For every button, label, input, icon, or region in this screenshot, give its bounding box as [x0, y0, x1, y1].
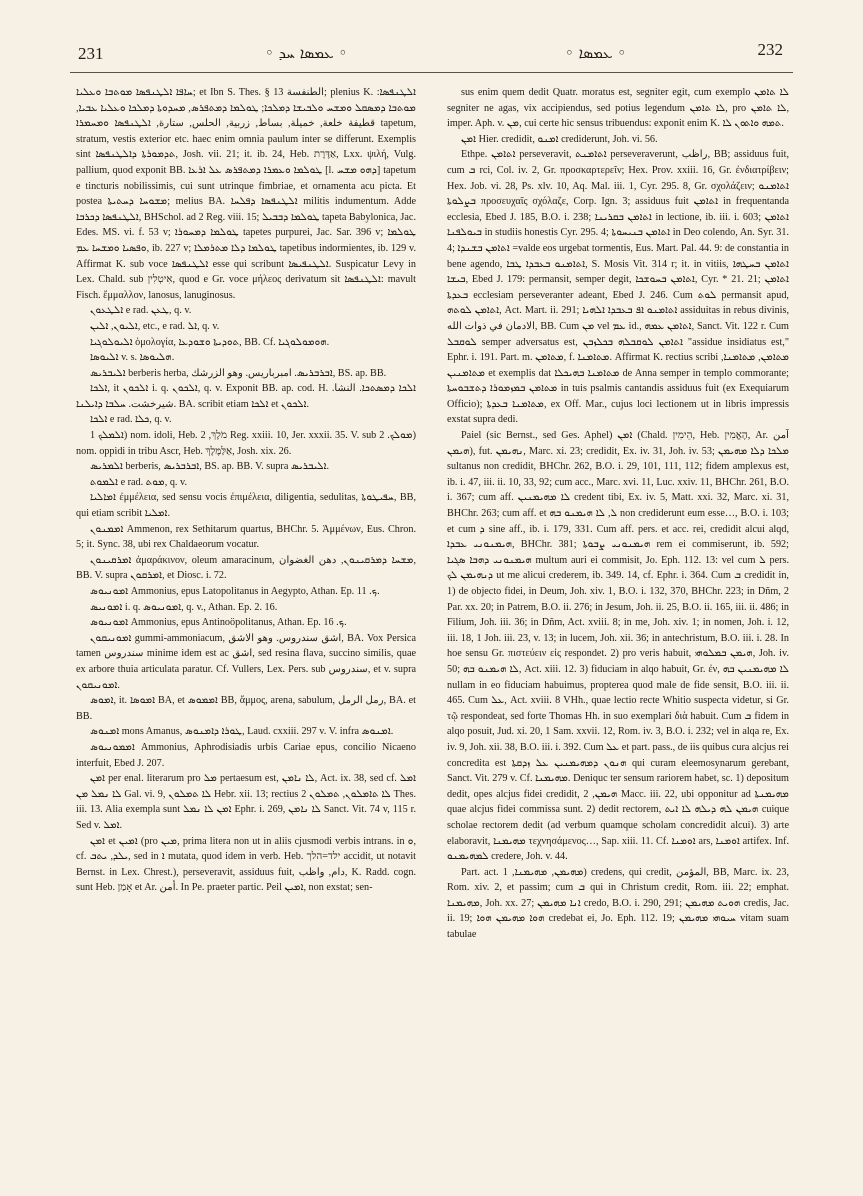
entry: ܐܠܟܐ, it ܐܠܟܘܢ i. q. ܐܠܟܘܢ, q. v. Exponit BB. ap. cod. H. ܐܠܟܐ ܕܡܣܬܟܐ. النشا. شيرخشت. ܚܠܒܐ ܕܐܝܠܢܐ. BA. scribit etiam ܐܠܟܐ et ܐܠܟܘܢ. [76, 383, 416, 410]
right-running-head: ◦ ܥܡܣܐ ◦ [565, 44, 627, 62]
entry: ܐܡܢ et ܐܡܝܢ (pro ܡܝܢ, prima litera non ut in aliis cjusmodi verbis intrans. in ܘ, cf. ܝܠܕ, ܝܬܒ, sed in ܐ mutata, quod idem in verb. Heb. ילד=הלך accidit, ut notavit Bernst. in Lex. Chrest.), perseveravit, assiduus fuit, دام, واظب, K. Radd. cogn. sunt Heb. אָמַן et Ar. أمن. In Pe. praeter partic. Peil ܐܡܝܢ, non exstat; sen- [76, 835, 416, 894]
entry: ܐܡܡܘܢܝܘܣ Ammonius, Aphrodisiadis urbis Cariae epus, concilio Nicaeno interfuit, Ebed J. 207. [76, 741, 416, 769]
entry: ܐܡܘܢܝܩܘܢ gummi-ammoniacum, اشق سندروس. وهو الاشق, BA. Vox Persica tamen سندروس minime idem est ac اشق, sed resina flava, succino similis, quae ex arbore thuia articulata paratur. Cf. Vullers, Lex. Pers. sub سندروس, et v. supra ܐܡܘܢܝܩܘܢ. [76, 632, 416, 691]
entry: ܐܠܝܘܣܐ v. s. ܗܠܝܘܣܐ. [90, 352, 175, 364]
left-page-number: 231 [78, 44, 104, 63]
entry: ܐܠܟܐ e rad. ܟܠܐ, q. v. [90, 414, 172, 426]
entry: ܐܡܢܘܣ mons Amanus, ܛܘܪܐ ܕܐܡܢܘܣ, Laud. cxxiii. 297 v. V. infra ܐܡܢܘܣ. [90, 726, 394, 738]
entry: ܐܠܡܠܟ 1) nom. idoli, Heb. מֹלֶךְ, 2 Reg. xxiii. 10, Jer. xxxii. 35. V. sub ܡܘܠܟ. 2) nom. oppidi in tribu Ascr, Heb. אַלַּמֶּלֶךְ, Josh. xix. 26. [76, 430, 416, 457]
entry: ܐܡܘܢܝܘܣ Ammonius, epus Antinoöpolitanus, Athan. Ep. ܟ. 16. [90, 617, 347, 629]
entry: Paiel (sic Bernst., sed Ges. Aphel) ܐܡܢ (Chald. הֵימִין, Heb. הֶאֱמִין, Ar. آمن ܗܝܡܢ), fut. ܢܗܝܡܢ, Marc. xi. 23; credidit, Ex. iv. 31, Joh. iv. 53; ܡܠܟܐ ܕܠܐ ܡܗܝܡܢ sultanus non credidit, BHChr. 262, B.O. i. 29, 101, 111, 112; fidem amplexus est, ib. i. 47, iii. ii. 10, 33, 92; cum acc., Marc. xvi. 11, Luc. xxiv. 11, BHChr. 261, B.O. i. 367; cum aff. ܠܐ ܡܗܝܡܢܝܢ credent tibi, Ex. iv. 5, Matt. xxi. 32, Marc. xi. 31, BHChr. 263; cum aff. et ܠ, ܠܐ ܗܝܡܢܘ ܒܗ non crediderunt eum esse…, B.O. i. 103; et cum ܕ sine aff., ib. i. 179, 331. Cum aff. pers. et acc. rei, credidit alcui alqd, ܗܝܡܢܘܢܝ ܥܒܕܐ, BHChr. 381; ܗܝܡܢܘܢܝ ܨܒܘܬܐ rem ei commiserunt, ib. 592; ܗܝܡܢܘܢܝ ܕܗܒܐ ܣܓܝܐ multum auri ei commisit, Jo. Eph. 112. 13: vel cum ܠ pers. ܕܢܗܝܡܢ ܠܟ ut me alicui crederem, ib. 349. 14, cf. Ephr. i. 364. Cum ܒ credidit in, 1) de objecto fidei, in Deum, Joh. xiv. 1, B.O. i. 132, 370, BHChr. 223; in Dñm, 2 Par. xx. 20; in Patrem, B.O. ii. 276; in Jesum, Joh. ii. 25, B.O. ii. 165, iii. ii. 486; in Filium, Joh. iii. 36; in Dñm, Act. xviii. 8; in me, Joh. xiv. 1; in nomen, Joh. i. 12, iii. 18, 1 Joh. iii. 23, v. 13; in lucem, Joh. xii. 36; in antechristum, B.O. iii. i. 28. In hoe sensu Gr. πιστεύειν εἰς respondet. 2) pro veris habuit, ܗܝܡܢ ܒܡܠܘܗܝ, Joh. iv. 50; ܠܐ ܗܝܡܢܘ ܒܗ, Act. xiii. 12. 3) fiduciam in alqo habuit, Gr. ἐν, ܠܐ ܡܗܝܡܢܝܢ ܒܗ nullam in eo fiduciam habuimus, propterea quod male de fide sensit, B.O. iii. ii. 465. Cum ܥܠ, Act. xviii. 8 VHh., quae lectio recte Whitio suspecta videtur, si Gr. τῷ respondeat, sed forte Thomas Hh. in suo exemplari διὰ habuit. Cum ܒ fidem in alqo posuit, Jud. xi. 20, 1 Sam. xxvii. 12, Rom. iv. 3, B.O. i. 232; vel in alqa re, Ex. iv. 9, Joh. xii. 38, B.O. iii. i. 392. Cum ܥܠ et part. pass., de iis quibus cura alcjus rei concredita est ܗܢܘܢ ܕܡܗܝܡܢܝܢ ܥܠ ܙܕܩܬܐ qui curam eleemosynarum gerebant, Sanct. Vit. 279 v. Cf. ܡܗܝܡܢܐ. Deniquc ter sensum rariorem habet, sc. 1) depositum dedit, opes alcjus fidei credidit, ܗܝܡܢ, 2 Macc. iii. 22, ubi opponitur ad ܡܗܝܡܢܬܐ quae alcjus fidei commissa sunt. 2) dedit rectorem, ܗܝܡܢ ܠܗ ܕܝܠܗ ܠܐ ܐܝܬ cuique scholae rectorem dedit (ad verbum quamque scholam concredidit alcui). 3) arte elaboravit, ܡܗܝܡܢܐ τεχνησάμενος…, Sap. xiii. 11. Cf. ܐܘܡܢܐ ars, ܐܘܡܢܐ artifex. Inf. ܠܡܗܝܡܢܘ credere, Joh. v. 44. [447, 430, 789, 863]
entry: ܐܡܢ Hier. credidit, ܐܡܢܘ crediderunt, Joh. vi. 56. [461, 133, 658, 145]
entry: ܐܠܡܪܝܣ berberis, ܐܒܪܒܪܝܣ, BS. ap. BB. V. supra ܐܠܝܒܪܝܣ. [90, 461, 330, 473]
entry: ܐܡܘܢܝܣ i. q. ܐܡܘܢܝܘܣ, q. v., Athan. Ep. 2. 16. [90, 601, 278, 613]
entry: ܐܡܢ per enal. literarum pro ܡܠ pertaesum est, ܠܐ ܢܐܡܢ, Act. ix. 38, sed cf. ܐܡܠ ܠܐ ܢܡܠ ܡܢ Gal. vi. 9, ܠܐ ܬܡܠܘܢ Hebr. xii. 13; rectius ܠܐ ܬܐܡܠܘܢ, ܬܡܠܘܢ 2 Thes. iii. 13. Alia exempla sunt ܐܡܢ ܠܐ ܢܡܠ Ephr. i. 269, ܠܐ ܢܐܡܢ Sanct. Vit. 74 v, 115 r. Sed v. ܐܡܠ. [76, 773, 416, 831]
entry: ܐܡܡܢܘܢ Ammenon, rex Sethitarum quartus, BHChr. 5. Ἀμμένων, Eus. Chron. 5; it. Sync. 38, ubi rex Chaldaeorum vocatur. [76, 523, 416, 551]
entry: ܐܡܪܩܝܢܘܢ ἀμαράκινον, oleum amaracinum, ܡܫܚܐ ܕܡܪܩܝܢܘܢ, دهن الغضوان, BB. V. supra ܐܡܪܩܘܢ, et Diosc. i. 72. [76, 554, 416, 582]
left-column [76, 85, 416, 1155]
entry: ܐܡܐܠܝܐ ἐμμέλεια, sed sensu vocis ἐπιμέλεια, diligentia, sedulitas, ܚܦܝܛܘܬܐ, BB, qui etiam scribit ܐܡܠܝܐ. [76, 492, 416, 520]
entry: ܐܠܡܘܬ e rad. ܡܘܬ, q. v. [90, 476, 187, 488]
page-header [0, 40, 863, 70]
entry: sus enim quem dedit Quatr. moratus est, segniter egit, cum exemplo ܠܐ ܬܐܡܢ segniter ne agas, vix accipiendus, sed potius legendum ܠܐ ܬܐܡܢ, pro ܠܐ ܬܐܡܢ, imper. Aph. v. ܡܢ, cui certe hic sensus tribuendus: exponit enim K. ܬܡܗ ܘܐܬܘܢ ܠܐ. [447, 87, 789, 130]
right-column [447, 85, 789, 1155]
right-page-number: 232 [757, 40, 783, 59]
entry: ܐܡܘܣ, it. ܐܡܘܣܐ BA, et ܐܡܡܘܣ BB, ἄμμος, arena, sabulum, رمل الرمل, BA. et BB. [76, 695, 416, 722]
entry: ܐܠܝܘܠܘܓܝܐ ὁμολογία, ܬܘܕܝܬܐ ܘܫܘܕܥܐ, BB. Cf. ܗܘܡܘܠܘܓܝܐ. [90, 336, 330, 348]
entry: Part. act. ܡܗܝܡܢ, ܡܗܝܡܢܐ, 1) credens, qui credit, المؤمن, BB, Marc. ix. 23, Rom. xiv. 2, et passim; cum ܒ qui in Christum credit, Rom. iii. 22; emphat. ܡܗܝܡܢܐ, Joh. xx. 27; ܐܢܐ ܡܗܝܡܢ credo, B.O. i. 290, 291; ܗܘܝܬ ܡܗܝܡܢ credis, Jac. ii. 19; ܗܘܐ ܡܗܝܡܢ ܗܘܐ credebat ei, Jo. Eph. 112. 19; ܚܝܘܗܝ ܡܗܝܡܢ vitam suam tabulae [447, 866, 789, 941]
header-rule [70, 72, 793, 73]
entry: Ethpe. ܐܬܐܡܢ perseveravit, ܐܬܐܡܢܬ perseveraverunt, راظب, BB; assiduus fuit, cum ܒ rci, Col. iv. 2, Gr. προσκαρτερεῖν; Hex. Prov. xxiii. 16, Gr. ἐνδιατρίβειν; Hex. Job. vi. 28, Ps. xlv. 10, Aq. Mal. iii. 1, Cyr. 295. 8, Gr. σχολάζειν; ܐܬܐܡܢܘ ܒܨܠܘܬܐ προσευχαῖς σχόλαζε, Corp. Ign. 3; assiduus fuit ܐܬܐܡܢ in frequentanda ecclesia, Ebed J. 185, B.O. i. 238; ܐܬܐܡܢ ܒܩܪܝܢܐ in lectione, ib. iii. i. 603; ܐܬܐܡܢ ܒܝܘܠܦܢܐ in studiis honestis Cyr. 295. 4; ܐܬܐܡܢ ܒܢܝܚܘܬܐ in Deo colendo, An. Syr. 31. 4; ܐܬܐܡܢ ܒܫܢܕܐ =valde eos urgebat tormentis, Eus. Mart. Pal. 44. 9: de constantia in bene agendo, ܐܬܐܡܢܘ ܒܥܒܕܐ ܛܒܐ, S. Mosis Vit. 314 r; it. in vitiis, ܐܬܐܡܢ ܒܚܛܗܐ ܒܝܫܐ, Ebed J. 179: permansit, semper degit, ܐܬܐܡܢ ܒܚܘܫܟܐ, Cyr. * 21. 21; ܐܬܐܡܢ ܒܥܕܬܐ ecclesiam perseveranter adeant, Ebed J. 246. Cum ܠܘܬ permansit apud, ܐܬܐܡܢ ܠܘܬܗ, Act. Mart. ii. 291; ܐܬܐܡܢܘ ܐܦ ܒܥܒܕܐ ܐܠܗܝܐ assiduitas in rebus divinis, الادمان في ذوات الله, BB. Cum ܡܢ vel ܥܡ id., ܐܬܐܡܢ ܥܡܗ, Sanct. Vit. 122 r. Cum ܠܘܩܒܠ semper adversatus est, ܐܬܐܡܢ ܠܘܩܒܠܗ ܒܟܠܙܒܢ "assidue insidiatus est," Ephr. i. 191. Part. m. ܡܬܐܡܢ, f. ܡܬܐܡܢܐ. Affirmat K. rectius scribi ܡܬܐܡܢ, ܡܬܐܡܢܐ, ܡܬܐܡܢܝܢ et exemplis dat ܡܬܐܡܢܐ ܒܗܝܟܠܐ de Anna semper in templo commorante; ܡܬܐܡܢ ܒܡܙܡܘܪܐ ܕܬܫܒܘܚܬܐ in tuis psalmis cantandis assiduus fuit (ex Exequiarum Officio); ܡܬܐܡܢܐ ܒܥܕܬܐ, ex Off. Mar., cujus loci lectionem ut in libris impressis exstat supra dedi. [447, 149, 789, 426]
left-running-head: ◦ ܥܡܣܐ ܚܕ ◦ [265, 44, 348, 62]
entry: ܐܡܘܢܝܘܣ Ammonius, epus Latopolitanus in Aegypto, Athan. Ep. ܟ. 11. [90, 586, 380, 597]
entry: ܚܐܦܐ ܐܠܛܢܦܣܐ ܡܘܬܒܐ ܘܥܠܝܐ; et Ibn S. Thes. § 13 الطنفسة; plenius K. ܐܠܛܢܦܣܐ: ܡܘܬܒܐ ܕܡܣܩܠ ܘܡܫܚ ܘܠܒܝܫܐ ܕܡܠܟܐ; ܛܘܠܡܐ ܕܡܬܦܪܣ, ܡܚܕܘܬܐ ܕܡܠܟܐ ܘܥܠܝܐ ܥܒܝܐ, قطيفة خلعة, خميلة, بساط, زربية, الحلس, ستارة, ܐܠܛܢܦܣܐ ܘܡܚܡܪܐ tapetum, stratum, vestis exterior etc. haec enim omnia paulum inter se differunt. Exemplis sint ܬܕܡܘܪܬܐ ܕܐܠܛܢܦܣܐ, Josh. vii. 21; it. ib. 24, Heb. אַדֶּרֶת, Lxx. ψιλή, Vulg. pallium, quod exponit BB. ܛܘܠܡܐ ܘܥܡܪܐ ܕܡܬܦܪܣ ܥܠ ܐܪܥܐ [l. ܕܗܘ ܡܫܚ] tapetum e tincturis nobilissimis, cui sunt utrinque fimbriae, et ornamenta acu picta. Et postea ܡܫܘܚܐ ܕܚܬܝܬܐ; melius BA. ܐܠܛܢܦܣܐ ܕܦܠܚܐ militis indumentum. Adde ܐܠܛܢܦܣܐ ܕܟܪܒܐ, BHSchol. ad 2 Reg. viii. 15; ܛܘܠܡܐ ܕܒܒܝܠ tapeta Babylonica, Jac. Edes. MS. vi. f. 53 v; ܛܘܠܡܐ ܕܡܚܘܪܐ tapetes purpurei, Jac. Sar. 396 v; ܛܘܠܡܐ ܘܦܣܝܐ ܘܡܫܚܐ ܥܡ, ib. 227 v; ܛܘܠܡܐ ܕܠܐ ܡܬܪܡܠܐ tapetibus indormientes, ib. 129 v. Affirmat K. sub voce ܐܠܛܢܦܣܐ esse qui scribunt ܐܠܛܢܦܝܣܐ. Suspicatur Levy in Lex. Chald. sub אִיטְלִין, quod e Gr. voce μήλεος derivatum sit ܐܠܛܢܦܣܐ: mavult Fisch. ἔμμαλλον, lanosus, lanuginosus. [76, 87, 416, 301]
entry: ܐܠܝܘܢ, ܐܠܝܢ, etc., e rad. ܐܠ, q. v. [90, 320, 220, 332]
entry: ܐܠܛܥܘܢ e rad. ܛܥܢ, q. v. [90, 305, 192, 317]
entry: ܐܠܝܒܪܝܣ berberis herba, ܐܒܪܒܪܝܣ. امبرباريس. وهو الزرشك, BS. ap. BB. [90, 367, 387, 379]
